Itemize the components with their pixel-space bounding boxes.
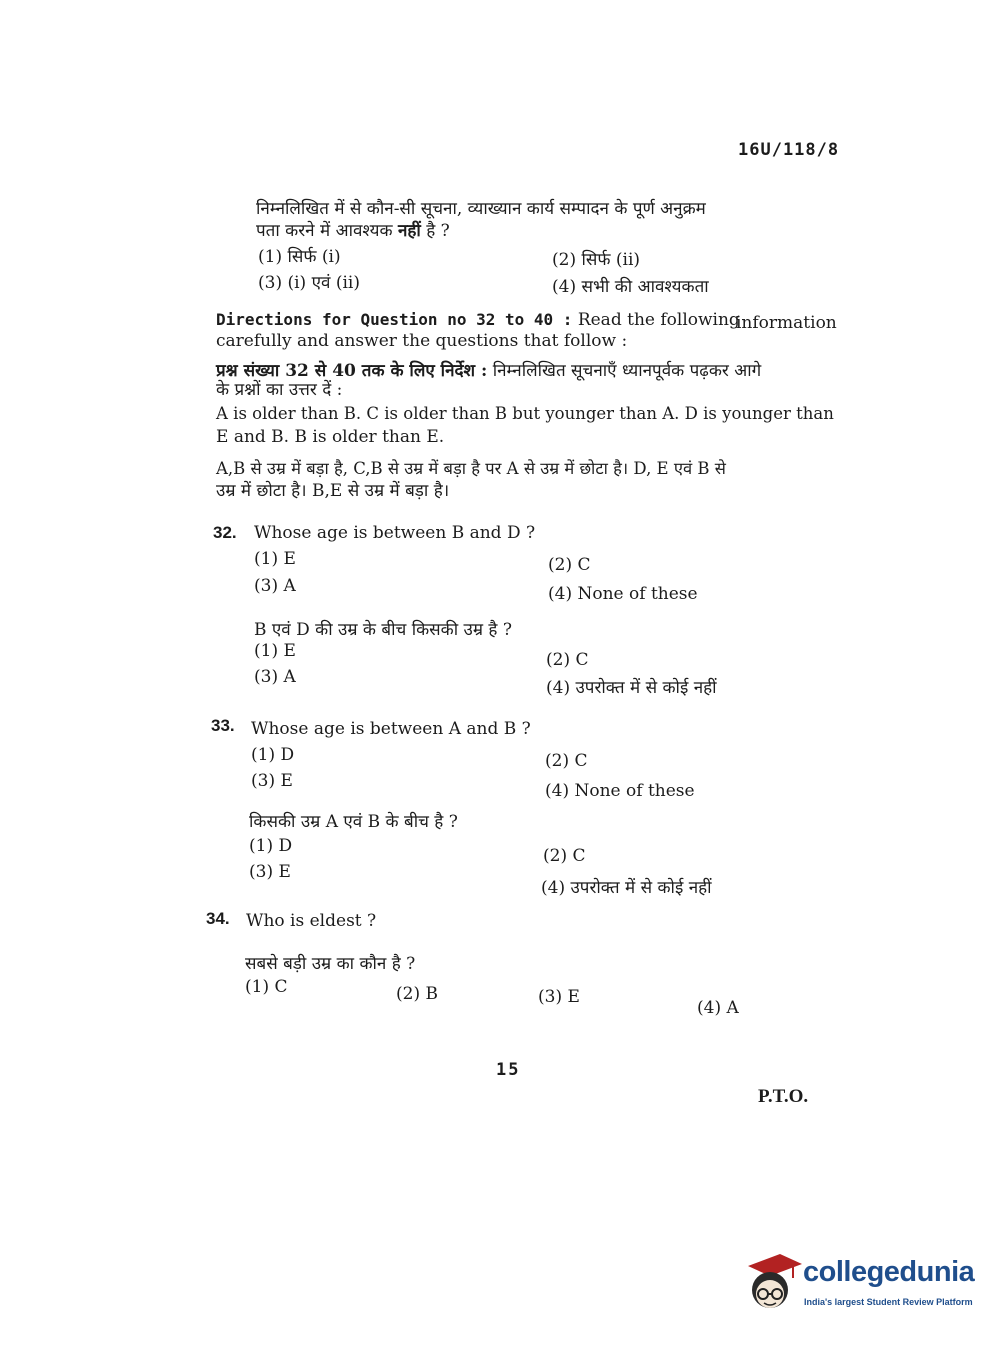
question-text: B एवं D की उम्र के बीच किसकी उम्र है ?	[254, 620, 512, 640]
option: (4) A	[697, 998, 739, 1018]
option: (4) None of these	[548, 584, 698, 604]
question-text: किसकी उम्र A एवं B के बीच है ?	[249, 812, 458, 832]
question-number: 32.	[213, 523, 237, 542]
option: (2) C	[548, 555, 591, 575]
directions-en	[216, 310, 740, 330]
option: (1) D	[251, 745, 295, 765]
question-text: Whose age is between B and D ?	[254, 523, 536, 543]
option: (3) E	[251, 771, 293, 791]
question-text-part: पता करने में आवश्यक	[256, 221, 398, 241]
question-emphasis: नहीं	[397, 221, 421, 241]
option: (3) E	[538, 987, 580, 1007]
option: (1) सिर्फ (i)	[258, 247, 341, 267]
option: (3) A	[254, 667, 296, 687]
option: (1) D	[249, 836, 293, 856]
option: (4) उपरोक्त में से कोई नहीं	[541, 878, 712, 898]
option: (4) सभी की आवश्यकता	[552, 277, 709, 297]
directions-text: information	[736, 313, 837, 333]
question-text-part: है ?	[420, 221, 450, 241]
option: (4) None of these	[545, 781, 695, 801]
option: (1) E	[254, 549, 296, 569]
mascot-icon	[740, 1250, 804, 1314]
option: (2) सिर्फ (ii)	[552, 250, 641, 270]
option: (4) उपरोक्त में से कोई नहीं	[546, 678, 717, 698]
directions-text: Read the following	[572, 310, 740, 330]
question-number: 33.	[211, 716, 235, 735]
option: (1) C	[245, 977, 288, 997]
info-text: A is older than B. C is older than B but younger than A. D is younger than	[216, 404, 834, 423]
directions-title: प्रश्न संख्या 32 से 40 तक के लिए निर्देश :	[216, 361, 488, 381]
option: (3) E	[249, 862, 291, 882]
option: (2) C	[546, 650, 589, 670]
question-text	[256, 218, 450, 241]
info-text: A,B से उम्र में बड़ा है, C,B से उम्र में बड़ा है पर A से उम्र में छोटा है। D, E एवं B से	[216, 459, 726, 478]
brand-tagline: India's largest Student Review Platform	[804, 1297, 973, 1307]
collegedunia-logo	[740, 1250, 980, 1320]
option: (1) E	[254, 641, 296, 661]
question-number: 34.	[206, 909, 230, 928]
brand-name: collegedunia	[803, 1256, 975, 1288]
option: (2) C	[543, 846, 586, 866]
page-code: 16U/118/8	[738, 140, 840, 160]
option: (3) A	[254, 576, 296, 596]
directions-text: निम्नलिखित सूचनाएँ ध्यानपूर्वक पढ़कर आगे	[487, 361, 762, 381]
info-text: E and B. B is older than E.	[216, 427, 445, 447]
question-text: Who is eldest ?	[246, 911, 377, 931]
directions-text: carefully and answer the questions that follow :	[216, 331, 628, 351]
directions-title: Directions for Question no 32 to 40 :	[216, 310, 573, 329]
question-text: Whose age is between A and B ?	[251, 719, 531, 739]
question-text: निम्नलिखित में से कौन-सी सूचना, व्याख्यान कार्य सम्पादन के पूर्ण अनुक्रम	[256, 199, 706, 219]
question-text: सबसे बड़ी उम्र का कौन है ?	[245, 954, 416, 974]
option: (3) (i) एवं (ii)	[258, 273, 360, 293]
page-number: 15	[496, 1060, 521, 1080]
pto-label: P.T.O.	[758, 1086, 809, 1107]
option: (2) C	[545, 751, 588, 771]
info-text: उम्र में छोटा है। B,E से उम्र में बड़ा है।	[216, 481, 450, 501]
option: (2) B	[396, 984, 438, 1004]
directions-text: के प्रश्नों का उत्तर दें :	[216, 380, 343, 400]
